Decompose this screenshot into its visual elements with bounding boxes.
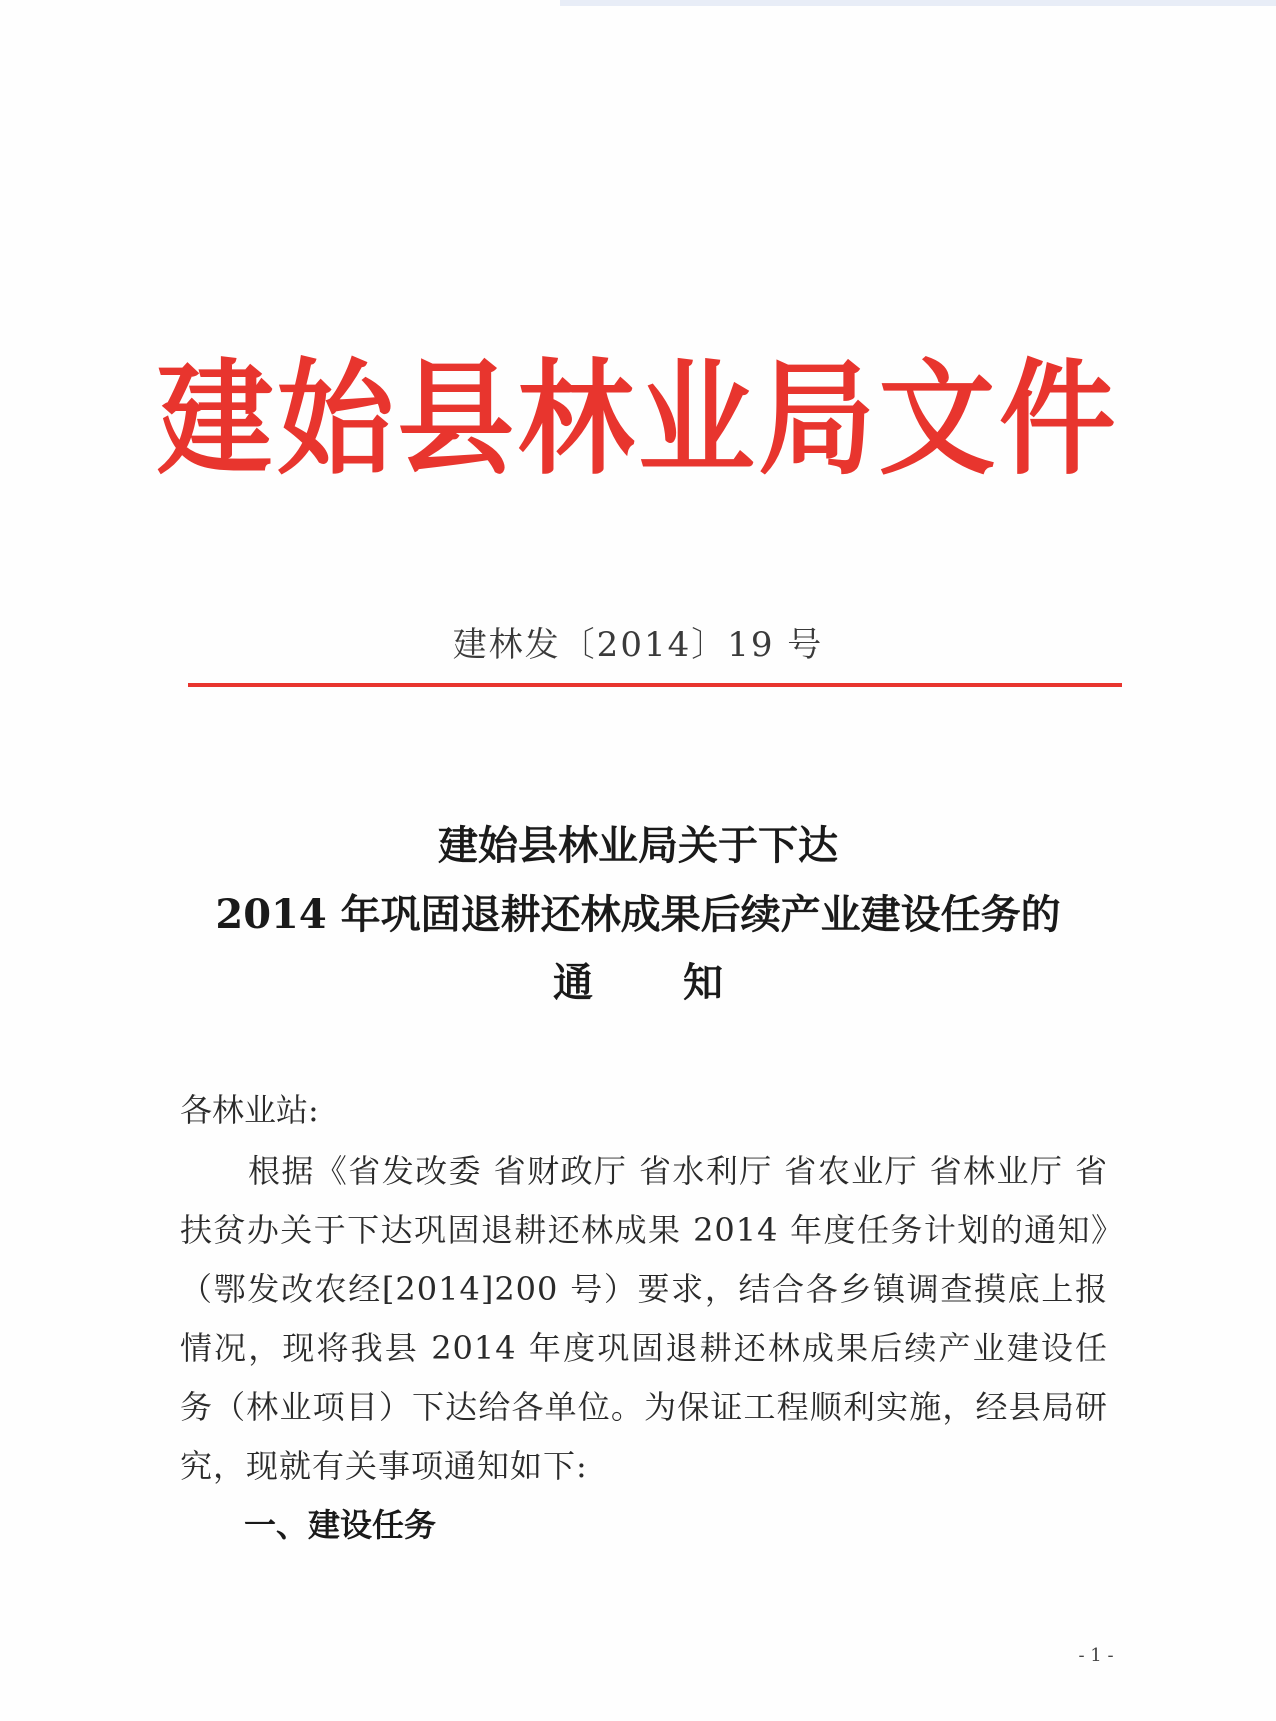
salutation: 各林业站: bbox=[180, 1091, 319, 1129]
notice-title-line-2: 2014 年巩固退耕还林成果后续产业建设任务的 bbox=[215, 891, 1061, 938]
page-number: - 1 - bbox=[1078, 1645, 1114, 1666]
body-paragraph: 根据《省发改委 省财政厅 省水利厅 省农业厅 省林业厅 省扶贫办关于下达巩固退耕还林成果 2014 年度任务计划的通知》（鄂发改农经[2014]200 号）要求，结合各乡镇调查摸底上报情况，现将我县 2014 年度巩固退耕还林成果后续产业建设任务（林业项目）下达给各单位。为保证工程顺利实施，经县局研究，现就有关事项通知如下: bbox=[180, 1152, 1108, 1485]
section-heading: 一、建设任务 bbox=[244, 1506, 437, 1544]
masthead-title: 建始县林业局文件 bbox=[156, 348, 1120, 492]
document-number: 建林发〔2014〕19 号 bbox=[452, 625, 824, 665]
red-divider-rule bbox=[188, 683, 1122, 687]
notice-title-line-3: 通知 bbox=[553, 959, 813, 1006]
notice-title-line-1: 建始县林业局关于下达 bbox=[438, 822, 838, 869]
scan-edge bbox=[560, 0, 1276, 6]
